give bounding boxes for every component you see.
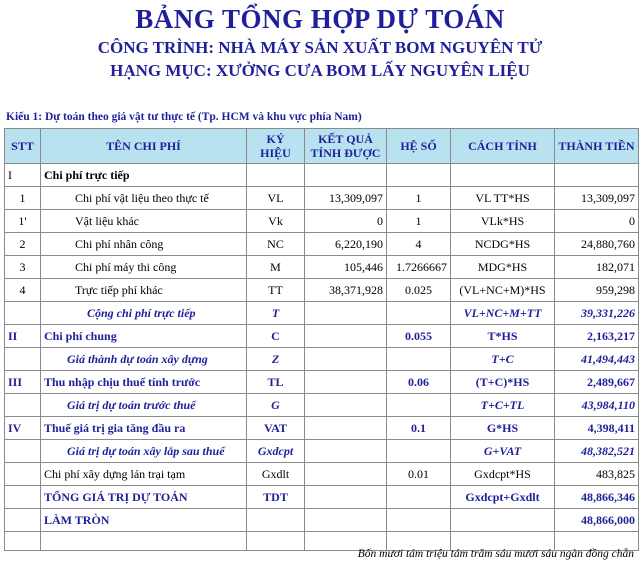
cell-stt <box>5 509 41 532</box>
cell-total: 48,866,346 <box>555 486 639 509</box>
col-header-symbol: KÝ HIỆU <box>247 129 305 164</box>
cell-result <box>305 417 387 440</box>
cell-symbol: G <box>247 394 305 417</box>
col-header-total: THÀNH TIỀN <box>555 129 639 164</box>
cell-stt <box>5 440 41 463</box>
cell-calc: T+C <box>451 348 555 371</box>
cell-name: LÀM TRÒN <box>41 509 247 532</box>
cell-calc: T+C+TL <box>451 394 555 417</box>
table-row <box>5 256 639 279</box>
cell-coef <box>387 440 451 463</box>
table-row <box>5 394 639 417</box>
cell-symbol <box>247 509 305 532</box>
table-row <box>5 325 639 348</box>
cell-total: 24,880,760 <box>555 233 639 256</box>
cell-result <box>305 348 387 371</box>
cell-coef: 0.01 <box>387 463 451 486</box>
cell-symbol: T <box>247 302 305 325</box>
cell-name: Vật liệu khác <box>41 210 247 233</box>
amount-in-words: Bốn mươi tám triệu tám trăm sáu mươi sáu ngàn đồng chẵn <box>357 548 634 560</box>
cell-name: Giá trị dự toán xây lắp sau thuế <box>41 440 247 463</box>
cell-calc: G+VAT <box>451 440 555 463</box>
cell-total: 483,825 <box>555 463 639 486</box>
cell-result <box>305 463 387 486</box>
cell-stt <box>5 394 41 417</box>
cell-stt <box>5 302 41 325</box>
table-row <box>5 164 639 187</box>
cell-total: 41,494,443 <box>555 348 639 371</box>
cell-coef: 0.06 <box>387 371 451 394</box>
cell-coef <box>387 509 451 532</box>
cell-calc: NCDG*HS <box>451 233 555 256</box>
cell-symbol: Gxdcpt <box>247 440 305 463</box>
cell-coef <box>387 486 451 509</box>
cell-total: 2,489,667 <box>555 371 639 394</box>
col-header-coef: HỆ SỐ <box>387 129 451 164</box>
cell-name: Giá trị dự toán trước thuế <box>41 394 247 417</box>
cell-name: Cộng chi phí trực tiếp <box>41 302 247 325</box>
cell-coef: 0.1 <box>387 417 451 440</box>
cell-total: 0 <box>555 210 639 233</box>
cell-stt <box>5 463 41 486</box>
table-row <box>5 371 639 394</box>
cell-name: Chi phí trực tiếp <box>41 164 247 187</box>
cell-name: Chi phí vật liệu theo thực tế <box>41 187 247 210</box>
table-row <box>5 187 639 210</box>
cell-total: 48,866,000 <box>555 509 639 532</box>
cell-result: 13,309,097 <box>305 187 387 210</box>
cell-empty <box>247 532 305 551</box>
table-row <box>5 210 639 233</box>
cell-total <box>555 164 639 187</box>
cell-name: Thu nhập chịu thuế tính trước <box>41 371 247 394</box>
cell-result <box>305 164 387 187</box>
cell-name: Chi phí nhân công <box>41 233 247 256</box>
cell-stt: IV <box>5 417 41 440</box>
cell-symbol: Z <box>247 348 305 371</box>
cell-result <box>305 394 387 417</box>
cell-calc: Gxdcpt+Gxdlt <box>451 486 555 509</box>
cell-coef: 1 <box>387 210 451 233</box>
cell-calc: (VL+NC+M)*HS <box>451 279 555 302</box>
cell-result <box>305 302 387 325</box>
cell-coef: 1 <box>387 187 451 210</box>
cell-name: Chi phí máy thi công <box>41 256 247 279</box>
cell-total: 48,382,521 <box>555 440 639 463</box>
cell-symbol: Vk <box>247 210 305 233</box>
cell-empty <box>5 532 41 551</box>
estimate-table <box>4 128 639 551</box>
cell-stt <box>5 348 41 371</box>
cell-result: 0 <box>305 210 387 233</box>
item-subtitle: HẠNG MỤC: XƯỞNG CƯA BOM LẤY NGUYÊN LIỆU <box>110 61 530 80</box>
col-header-stt: STT <box>5 129 41 164</box>
cell-calc <box>451 164 555 187</box>
cell-symbol: NC <box>247 233 305 256</box>
table-row <box>5 417 639 440</box>
cell-coef: 0.055 <box>387 325 451 348</box>
cell-stt: 3 <box>5 256 41 279</box>
table-row <box>5 463 639 486</box>
cell-result <box>305 371 387 394</box>
cell-calc <box>451 509 555 532</box>
cell-calc: VL TT*HS <box>451 187 555 210</box>
cell-symbol: TL <box>247 371 305 394</box>
cell-calc: VL+NC+M+TT <box>451 302 555 325</box>
cell-name: TỔNG GIÁ TRỊ DỰ TOÁN <box>41 486 247 509</box>
cell-name: Trực tiếp phí khác <box>41 279 247 302</box>
cell-calc: Gxdcpt*HS <box>451 463 555 486</box>
cell-total: 43,984,110 <box>555 394 639 417</box>
cell-result: 38,371,928 <box>305 279 387 302</box>
cell-name: Thuế giá trị gia tăng đầu ra <box>41 417 247 440</box>
table-row <box>5 509 639 532</box>
col-header-name: TÊN CHI PHÍ <box>41 129 247 164</box>
cell-name: Giá thành dự toán xây dựng <box>41 348 247 371</box>
cell-stt: 2 <box>5 233 41 256</box>
cell-total: 959,298 <box>555 279 639 302</box>
cell-total: 13,309,097 <box>555 187 639 210</box>
table-row <box>5 486 639 509</box>
cell-result: 6,220,190 <box>305 233 387 256</box>
cell-coef: 1.7266667 <box>387 256 451 279</box>
cell-calc: T*HS <box>451 325 555 348</box>
table-row <box>5 279 639 302</box>
cell-coef <box>387 164 451 187</box>
cell-coef: 4 <box>387 233 451 256</box>
cell-calc: G*HS <box>451 417 555 440</box>
cell-stt: I <box>5 164 41 187</box>
cell-result <box>305 509 387 532</box>
cell-total: 182,071 <box>555 256 639 279</box>
cell-stt: 1' <box>5 210 41 233</box>
cell-symbol: M <box>247 256 305 279</box>
estimate-note: Kiểu 1: Dự toán theo giá vật tư thực tế (Tp. HCM và khu vực phía Nam) <box>6 111 362 123</box>
cell-result <box>305 325 387 348</box>
table-header-row <box>5 129 639 164</box>
cell-symbol: C <box>247 325 305 348</box>
project-subtitle: CÔNG TRÌNH: NHÀ MÁY SẢN XUẤT BOM NGUYÊN TỬ <box>97 38 543 57</box>
cell-coef <box>387 348 451 371</box>
cell-calc: (T+C)*HS <box>451 371 555 394</box>
page-title: BẢNG TỔNG HỢP DỰ TOÁN <box>135 4 505 34</box>
cell-result <box>305 486 387 509</box>
cell-stt: 1 <box>5 187 41 210</box>
cell-symbol <box>247 164 305 187</box>
cell-empty <box>41 532 247 551</box>
cell-symbol: Gxdlt <box>247 463 305 486</box>
cell-total: 39,331,226 <box>555 302 639 325</box>
cell-coef: 0.025 <box>387 279 451 302</box>
cell-symbol: VAT <box>247 417 305 440</box>
cell-stt: III <box>5 371 41 394</box>
cell-coef <box>387 394 451 417</box>
cell-name: Chi phí chung <box>41 325 247 348</box>
cell-symbol: VL <box>247 187 305 210</box>
cell-stt: II <box>5 325 41 348</box>
cell-stt: 4 <box>5 279 41 302</box>
cell-symbol: TT <box>247 279 305 302</box>
cell-calc: MDG*HS <box>451 256 555 279</box>
col-header-calc: CÁCH TÍNH <box>451 129 555 164</box>
col-header-result: KẾT QUẢ TÍNH ĐƯỢC <box>305 129 387 164</box>
table-row <box>5 233 639 256</box>
cell-name: Chi phí xây dựng lán trại tạm <box>41 463 247 486</box>
table-row <box>5 440 639 463</box>
table-row <box>5 302 639 325</box>
cell-coef <box>387 302 451 325</box>
cell-stt <box>5 486 41 509</box>
cell-calc: VLk*HS <box>451 210 555 233</box>
cell-result: 105,446 <box>305 256 387 279</box>
cell-result <box>305 440 387 463</box>
table-row <box>5 348 639 371</box>
cell-total: 4,398,411 <box>555 417 639 440</box>
cell-symbol: TDT <box>247 486 305 509</box>
cell-total: 2,163,217 <box>555 325 639 348</box>
